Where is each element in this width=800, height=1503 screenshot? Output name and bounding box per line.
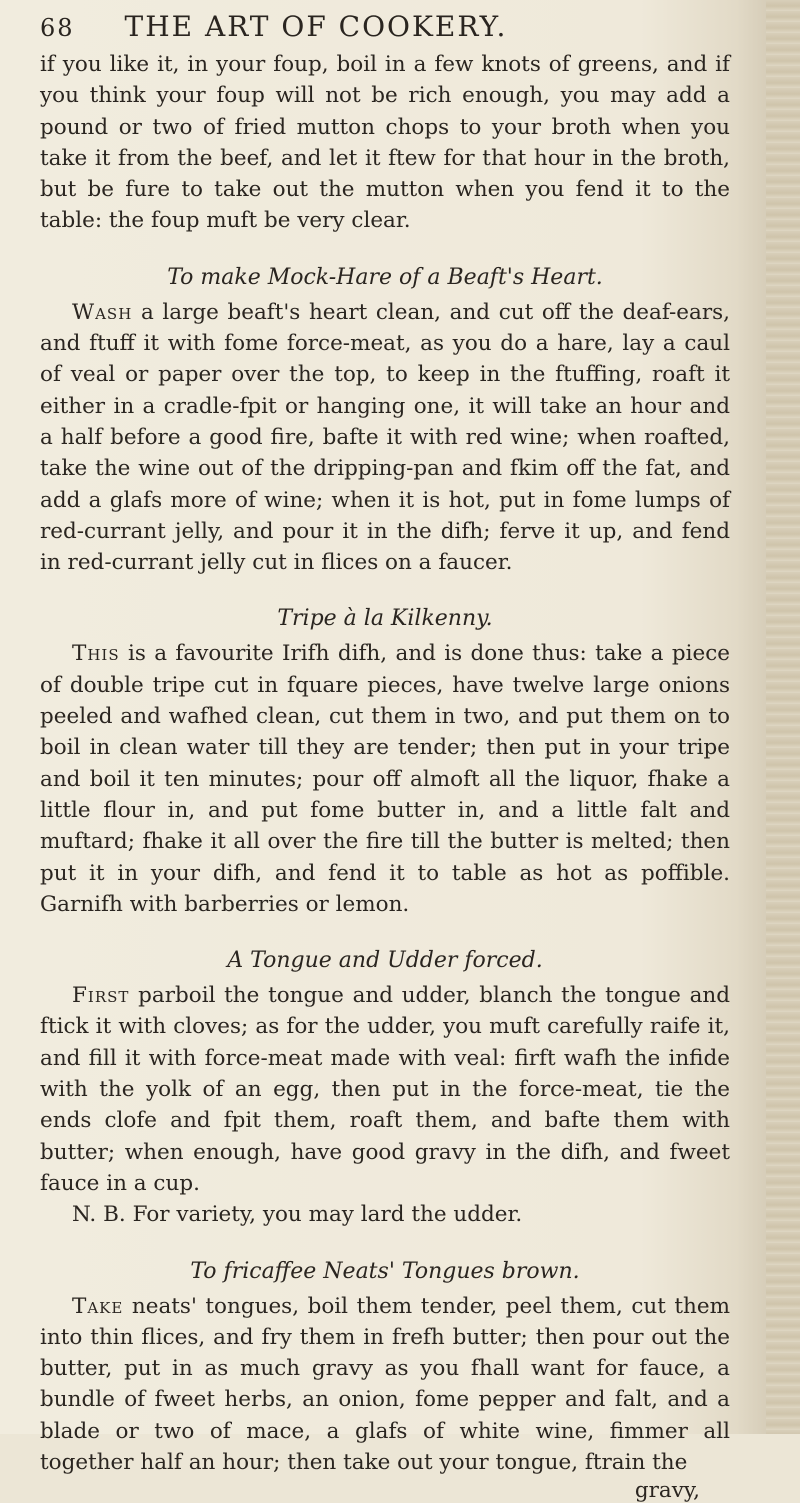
page-number: 68	[40, 14, 75, 42]
recipe-title: A Tongue and Udder forced.	[40, 946, 730, 976]
recipe-text	[40, 297, 730, 579]
recipe-title: Tripe à la Kilkenny.	[40, 604, 730, 634]
recipe-tripe	[40, 604, 730, 920]
recipe-tongue-udder	[40, 946, 730, 1230]
page-edge	[766, 0, 800, 1434]
recipe-body: is a favourite Irifh difh, and is done thus: take a piece of double tripe cut in fquare pieces, have twelve large onions peeled and wafhed clean, cut them in two, and put them on to boil in clean water till they are tender; then put in your tripe and boil it ten minutes; pour off almoft all the liquor, fhake a little flour in, and put fome butter in, and a little falt and muftard; fhake it all over the fire till the butter is melted; then put it in your difh, and fend it to table as hot as poffible. Garnifh with barberries or lemon.	[40, 641, 730, 916]
recipe-neats-tongues	[40, 1257, 730, 1503]
recipe-body: parboil the tongue and udder, blanch the tongue and ftick it with cloves; as for the udder, you muft carefully raife it, and fill it with force-meat made with veal: firft wafh the infide with the yolk of an egg, then put in the force-meat, tie the ends clofe and fpit them, roaft them, and bafte them with butter; when enough, have good gravy in the difh, and fweet fauce in a cup.	[40, 983, 730, 1196]
lead-word: First	[72, 983, 129, 1008]
recipe-title: To fricaffee Neats' Tongues brown.	[40, 1257, 730, 1287]
recipe-text	[40, 638, 730, 920]
catchword: gravy,	[40, 1478, 730, 1503]
lead-word: This	[72, 641, 120, 666]
recipe-body: a large beaft's heart clean, and cut off the deaf-ears, and ftuff it with fome force-meat, as you do a hare, lay a caul of veal or paper over the top, to keep in the ftuffing, roaft it either in a cradle-fpit or hanging one, it will take an hour and a half before a good fire, bafte it with red wine; when roafted, take the wine out of the dripping-pan and fkim off the fat, and add a glafs more of wine; when it is hot, put in fome lumps of red-currant jelly, and pour it in the difh; ferve it up, and fend in red-currant jelly cut in flices on a faucer.	[40, 300, 730, 575]
lead-word: Wash	[72, 300, 132, 325]
recipe-body: neats' tongues, boil them tender, peel them, cut them into thin flices, and fry them in frefh butter; then pour out the butter, put in as much gravy as you fhall want for fauce, a bundle of fweet herbs, an onion, fome pepper and falt, and a blade or two of mace, a glafs of white wine, fimmer all together half an hour; then take out your tongue, ftrain the	[40, 1294, 730, 1475]
recipe-title: To make Mock-Hare of a Beaft's Heart.	[40, 263, 730, 293]
running-title: THE ART OF COOKERY.	[125, 10, 508, 43]
lead-word: Take	[72, 1294, 123, 1319]
page-header	[40, 10, 730, 43]
recipe-text	[40, 1291, 730, 1479]
continuation-paragraph: if you like it, in your foup, boil in a few knots of greens, and if you think your foup will not be rich enough, you may add a pound or two of fried mutton chops to your broth when you take it from the beef, and let it ftew for that hour in the broth, but be fure to take out the mutton when you fend it to the table: the foup muft be very clear.	[40, 49, 730, 237]
recipe-text	[40, 980, 730, 1199]
recipe-note: N. B. For variety, you may lard the udder.	[40, 1199, 730, 1230]
recipe-mock-hare	[40, 263, 730, 579]
